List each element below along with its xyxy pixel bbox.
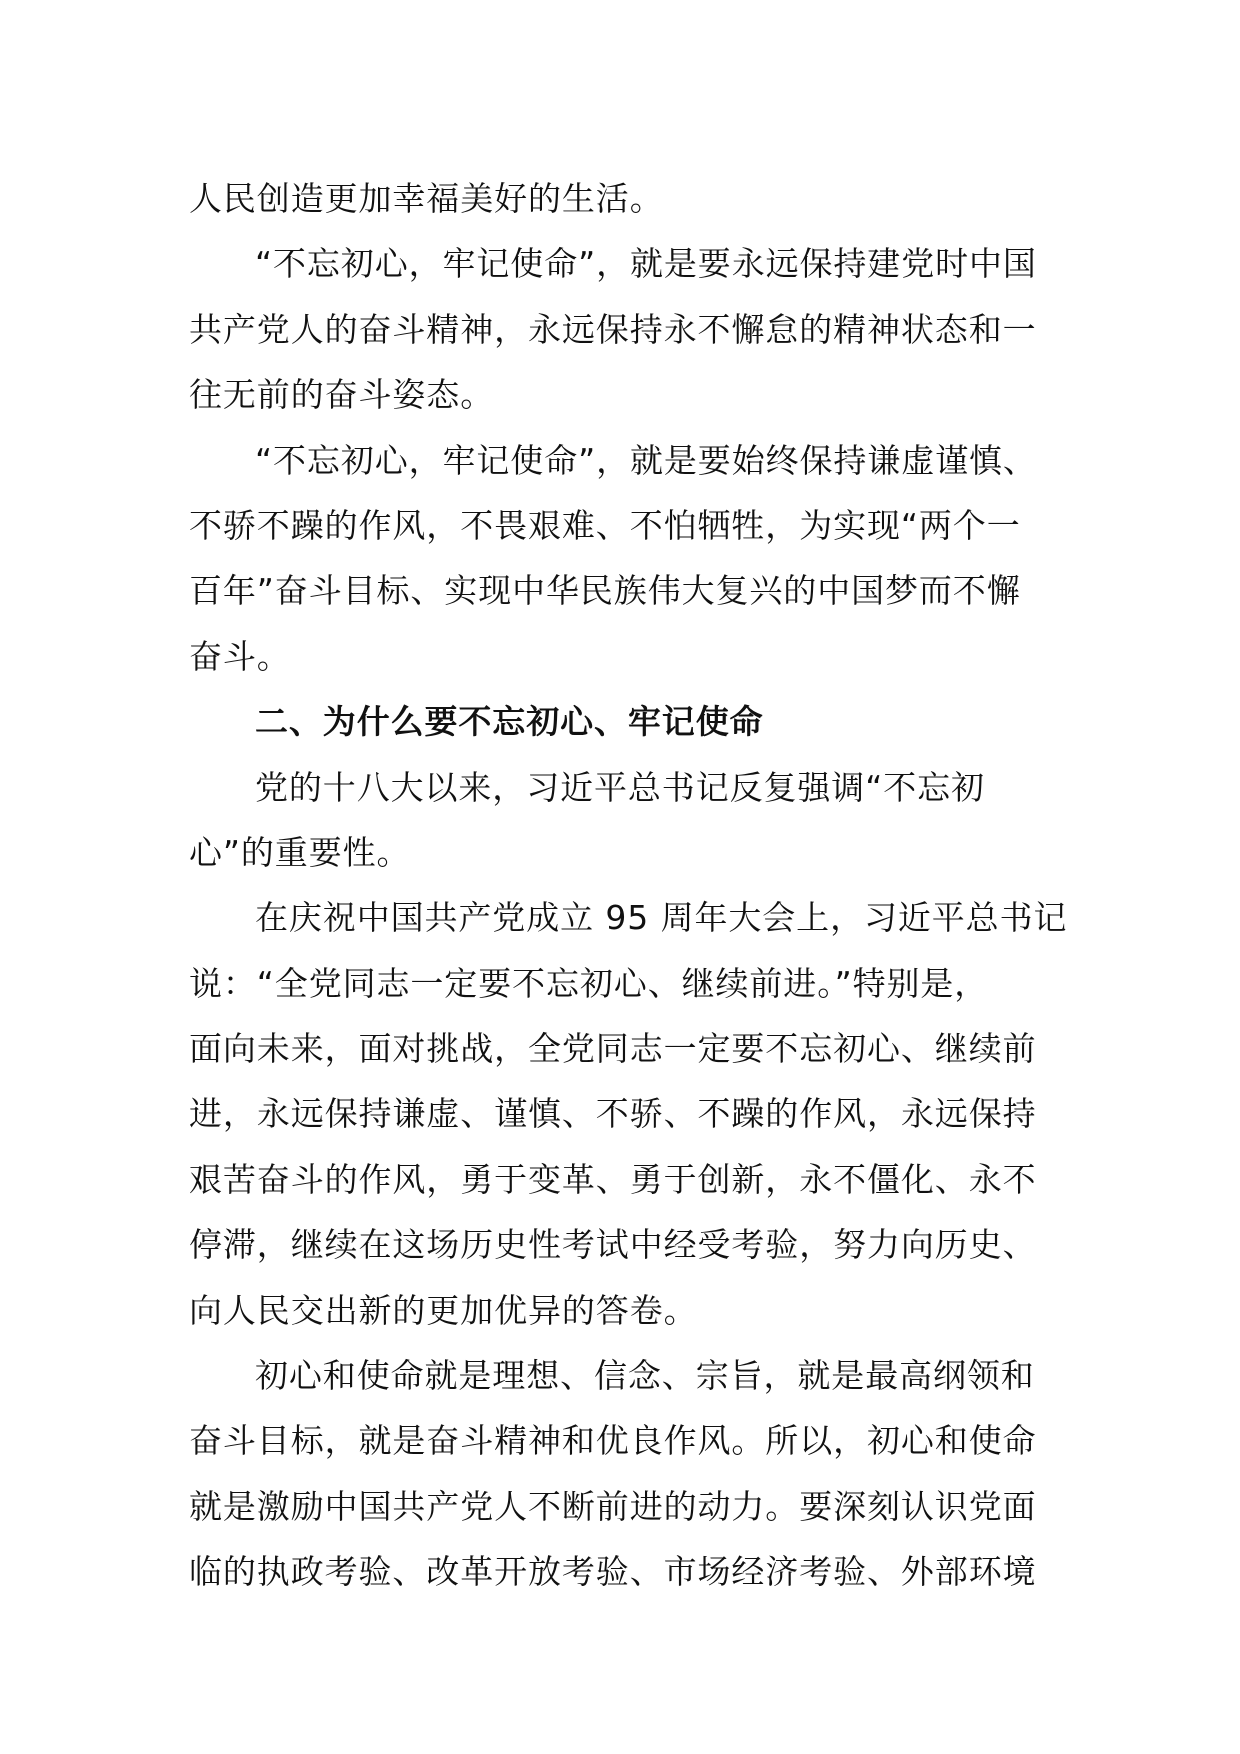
paragraph-line: 进，永远保持谦虚、谨慎、不骄、不躁的作风，永远保持 bbox=[189, 1094, 1037, 1134]
paragraph-line: 奋斗。 bbox=[189, 636, 291, 676]
paragraph-line: 说：“全党同志一定要不忘初心、继续前进。”特别是， bbox=[189, 963, 989, 1003]
paragraph-line: 奋斗目标，就是奋斗精神和优良作风。所以，初心和使命 bbox=[189, 1421, 1037, 1461]
paragraph-line: 就是激励中国共产党人不断前进的动力。要深刻认识党面 bbox=[189, 1486, 1037, 1526]
paragraph-line: 人民创造更加幸福美好的生活。 bbox=[189, 179, 664, 218]
paragraph-line: 在庆祝中国共产党成立 95 周年大会上，习近平总书记 bbox=[255, 898, 1068, 938]
paragraph-line: 党的十八大以来，习近平总书记反复强调“不忘初 bbox=[255, 767, 985, 807]
paragraph-line: 百年”奋斗目标、实现中华民族伟大复兴的中国梦而不懈 bbox=[189, 571, 1021, 611]
paragraph-line: 初心和使命就是理想、信念、宗旨，就是最高纲领和 bbox=[255, 1356, 1035, 1396]
paragraph-line: 向人民交出新的更加优异的答卷。 bbox=[189, 1290, 698, 1330]
document-body bbox=[189, 166, 1068, 1605]
paragraph-line: “不忘初心，牢记使命”，就是要始终保持谦虚谨慎、 bbox=[255, 440, 1037, 480]
section-heading: 二、为什么要不忘初心、牢记使命 bbox=[255, 702, 764, 742]
paragraph-line: 临的执政考验、改革开放考验、市场经济考验、外部环境 bbox=[189, 1552, 1037, 1592]
paragraph-line: 面向未来，面对挑战，全党同志一定要不忘初心、继续前 bbox=[189, 1029, 1037, 1069]
paragraph-line: “不忘初心，牢记使命”，就是要永远保持建党时中国 bbox=[255, 244, 1037, 284]
paragraph-line: 停滞，继续在这场历史性考试中经受考验，努力向历史、 bbox=[189, 1225, 1037, 1265]
paragraph-line: 艰苦奋斗的作风，勇于变革、勇于创新，永不僵化、永不 bbox=[189, 1159, 1037, 1199]
paragraph-line: 往无前的奋斗姿态。 bbox=[189, 375, 495, 415]
paragraph-line: 不骄不躁的作风，不畏艰难、不怕牺牲，为实现“两个一 bbox=[189, 505, 1021, 545]
paragraph-line: 心”的重要性。 bbox=[189, 832, 411, 872]
paragraph-line: 共产党人的奋斗精神，永远保持永不懈怠的精神状态和一 bbox=[189, 309, 1037, 349]
